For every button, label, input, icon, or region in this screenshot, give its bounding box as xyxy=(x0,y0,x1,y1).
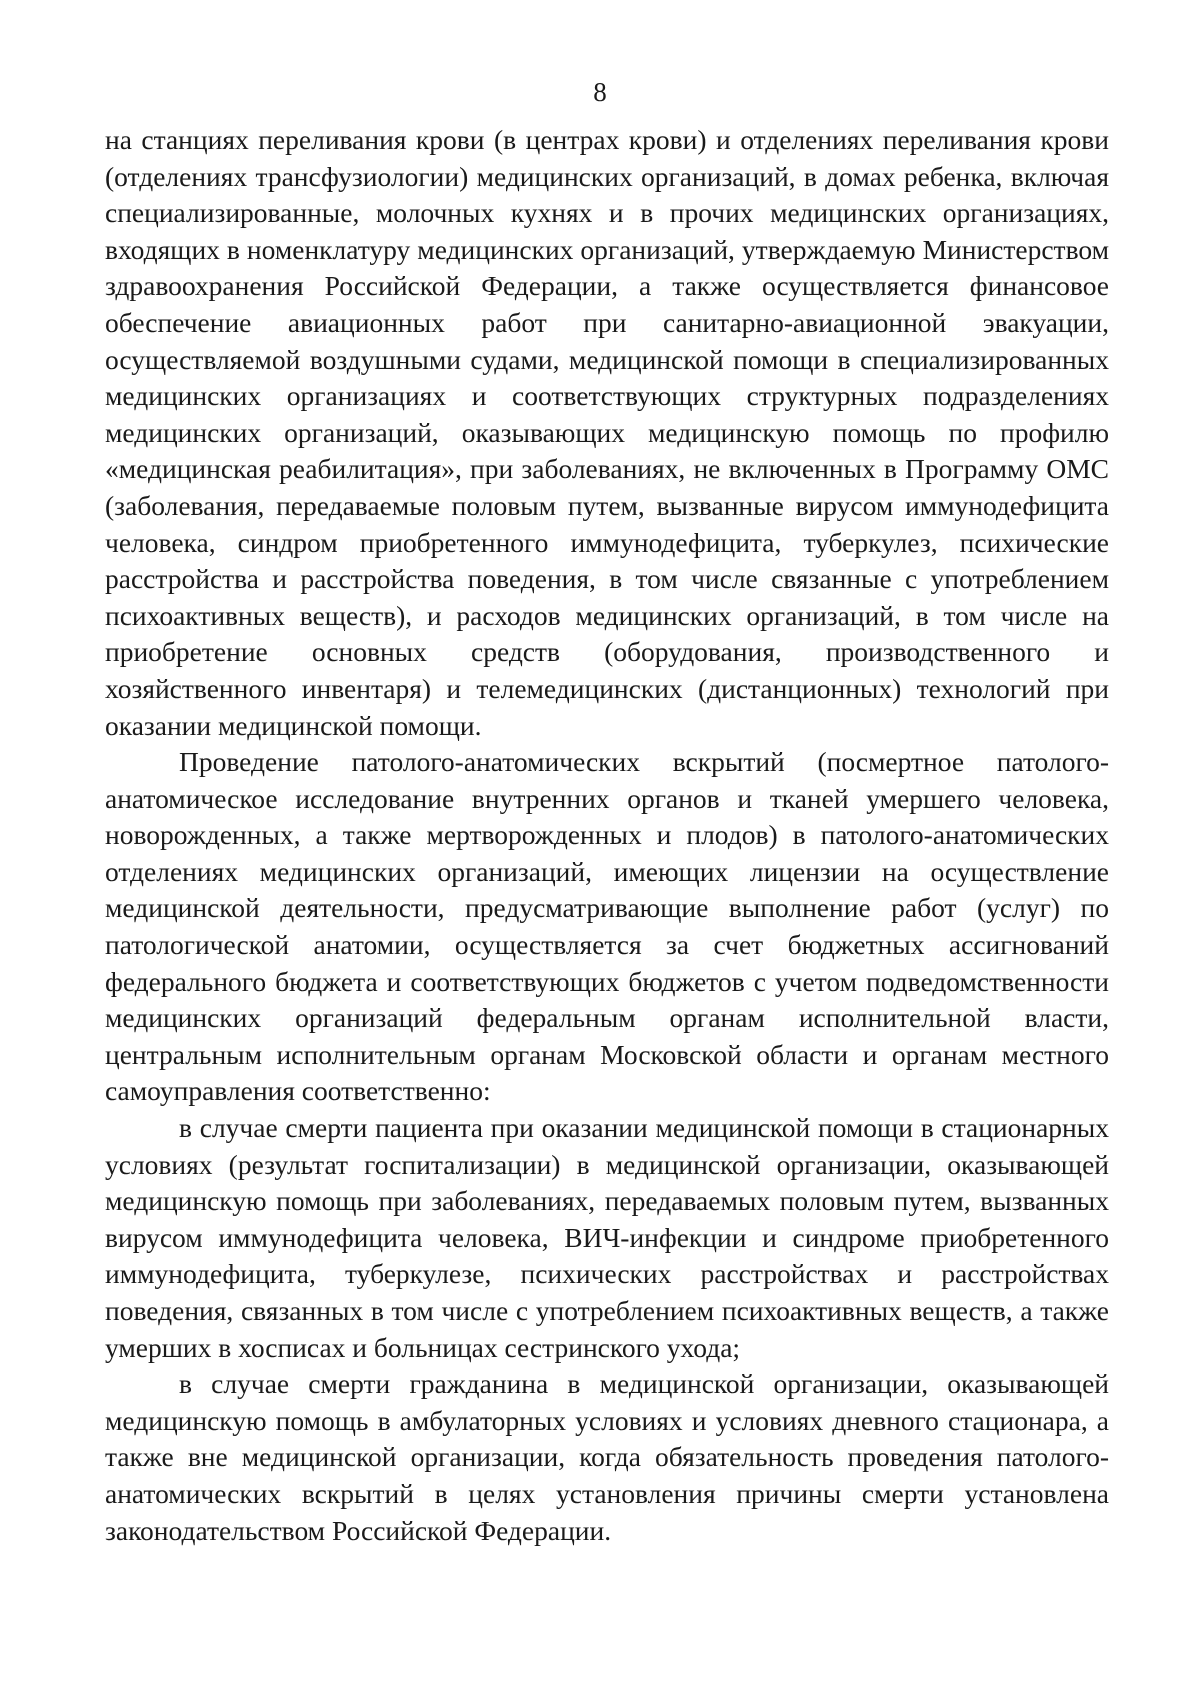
paragraph-outpatient-death-case: в случае смерти гражданина в медицинской организации, оказывающей медицинскую помощь в амбулаторных условиях и условиях дневного стационара, а также вне медицинской организации, когда обязательность проведения патолого-анатомических вскрытий в целях установления причины смерти установлена законодательством Российской Федерации. xyxy=(105,1368,1109,1546)
paragraph-autopsy-funding: Проведение патолого-анатомических вскрытий (посмертное патолого-анатомическое исследование внутренних органов и тканей умершего человека, новорожденных, а также мертворожденных и плодов) в патолого-анатомических отделениях медицинских организаций, имеющих лицензии на осуществление медицинской деятельности, предусматривающие выполнение работ (услуг) по патологической анатомии, осуществляется за счет бюджетных ассигнований федерального бюджета и соответствующих бюджетов с учетом подведомственности медицинских организаций федеральным органам исполнительной власти, центральным исполнительным органам Московской области и органам местного самоуправления соответственно: xyxy=(105,746,1109,1107)
paragraph-inpatient-death-case: в случае смерти пациента при оказании медицинской помощи в стационарных условиях (результат госпитализации) в медицинской организации, оказывающей медицинскую помощь при заболеваниях, передаваемых половым путем, вызванных вирусом иммунодефицита человека, ВИЧ-инфекции и синдроме приобретенного иммунодефицита, туберкулезе, психических расстройствах и расстройствах поведения, связанных в том числе с употреблением психоактивных веществ, а также умерших в хосписах и больницах сестринского ухода; xyxy=(105,1112,1109,1363)
paragraph-continuation: на станциях переливания крови (в центрах крови) и отделениях переливания крови (отделениях трансфузиологии) медицинских организаций, в домах ребенка, включая специализированные, молочных кухнях и в прочих медицинских организациях, входящих в номенклатуру медицинских организаций, утверждаемую Министерством здравоохранения Российской Федерации, а также осуществляется финансовое обеспечение авиационных работ при санитарно-авиационной эвакуации, осуществляемой воздушными судами, медицинской помощи в специализированных медицинских организациях и соответствующих структурных подразделениях медицинских организаций, оказывающих медицинскую помощь по профилю «медицинская реабилитация», при заболеваниях, не включенных в Программу ОМС (заболевания, передаваемые половым путем, вызванные вирусом иммунодефицита человека, синдром приобретенного иммунодефицита, туберкулез, психические расстройства и расстройства поведения, в том числе связанные с употреблением психоактивных веществ), и расходов медицинских организаций, в том числе на приобретение основных средств (оборудования, производственного и хозяйственного инвентаря) и телемедицинских (дистанционных) технологий при оказании медицинской помощи. xyxy=(105,124,1109,741)
page-number: 8 xyxy=(593,77,607,107)
document-body xyxy=(105,122,1109,1549)
